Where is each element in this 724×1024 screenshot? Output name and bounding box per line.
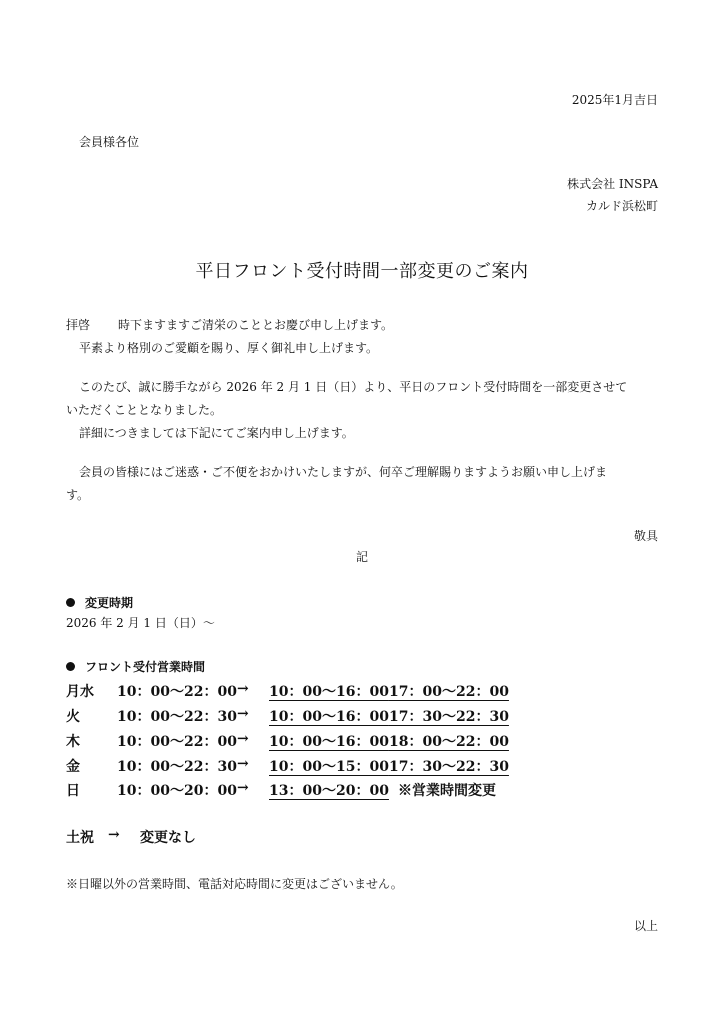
schedule-day: 火 xyxy=(66,709,80,725)
holiday-label: 土祝 xyxy=(66,830,94,846)
para1-line-3: 詳細につきましては下記にてご案内申し上げます。 xyxy=(79,426,354,440)
schedule-new-hours: 10：00～16：00 xyxy=(269,709,389,725)
para2-line-2: す。 xyxy=(66,488,90,502)
arrow-icon: → xyxy=(237,706,249,722)
document-title: 平日フロント受付時間一部変更のご案内 xyxy=(195,261,529,282)
greeting-line-1: 時下ますますご清栄のこととお慶び申し上げます。 xyxy=(118,318,394,332)
schedule-old-hours: 10：00～22：30 xyxy=(117,709,237,725)
period-heading: 変更時期 xyxy=(66,594,133,611)
footnote: ※日曜以外の営業時間、電話対応時間に変更はございません。 xyxy=(66,877,403,891)
recipient: 会員様各位 xyxy=(79,135,140,149)
schedule-day: 金 xyxy=(66,759,80,775)
schedule-day: 木 xyxy=(66,734,80,750)
arrow-icon: → xyxy=(237,780,249,796)
greeting-haikei: 拝啓 xyxy=(66,318,91,332)
schedule-new-hours-2: 17：30～22：30 xyxy=(389,759,509,775)
schedule-new-hours: 10：00～16：00 xyxy=(269,734,389,750)
arrow-icon: → xyxy=(108,827,120,843)
para1-line-1: このたび、誠に勝手ながら 2026 年 2 月 1 日（日）より、平日のフロント受付時間を一部変更させて xyxy=(79,380,628,394)
ki-heading: 記 xyxy=(355,550,368,564)
schedule-new-hours-2: 17：00～22：00 xyxy=(389,684,509,700)
schedule-new-hours: 13：00～20：00 xyxy=(269,783,389,799)
schedule-note: ※営業時間変更 xyxy=(398,783,496,799)
arrow-icon: → xyxy=(237,681,249,697)
sender-company: 株式会社 INSPA xyxy=(567,177,658,191)
period-value: 2026 年 2 月 1 日（日）～ xyxy=(66,616,215,630)
schedule-old-hours: 10：00～22：30 xyxy=(117,759,237,775)
sender-store: カルド浜松町 xyxy=(585,199,658,213)
bullet-icon xyxy=(66,598,75,607)
arrow-icon: → xyxy=(237,731,249,747)
schedule-new-hours-2: 17：30～22：30 xyxy=(389,709,509,725)
schedule-day: 日 xyxy=(66,783,80,799)
hours-heading: フロント受付営業時間 xyxy=(66,658,205,675)
end-ijou: 以上 xyxy=(633,919,658,933)
schedule-old-hours: 10：00～22：00 xyxy=(117,684,237,700)
schedule-old-hours: 10：00～20：00 xyxy=(117,783,237,799)
bullet-icon xyxy=(66,662,75,671)
holiday-value: 変更なし xyxy=(140,830,196,846)
schedule-day: 月水 xyxy=(66,684,94,700)
document-date: 2025年1月吉日 xyxy=(571,93,658,107)
schedule-new-hours: 10：00～15：00 xyxy=(269,759,389,775)
schedule-new-hours-2: 18：00～22：00 xyxy=(389,734,509,750)
para2-line-1: 会員の皆様にはご迷惑・ご不便をおかけいたしますが、何卒ご理解賜りますようお願い申し上げま xyxy=(79,465,608,479)
para1-line-2: いただくこととなりました。 xyxy=(66,403,223,417)
closing-keigu: 敬具 xyxy=(633,529,658,543)
greeting-line-2: 平素より格別のご愛顧を賜り、厚く御礼申し上げます。 xyxy=(79,341,379,355)
arrow-icon: → xyxy=(237,756,249,772)
schedule-old-hours: 10：00～22：00 xyxy=(117,734,237,750)
schedule-new-hours: 10：00～16：00 xyxy=(269,684,389,700)
